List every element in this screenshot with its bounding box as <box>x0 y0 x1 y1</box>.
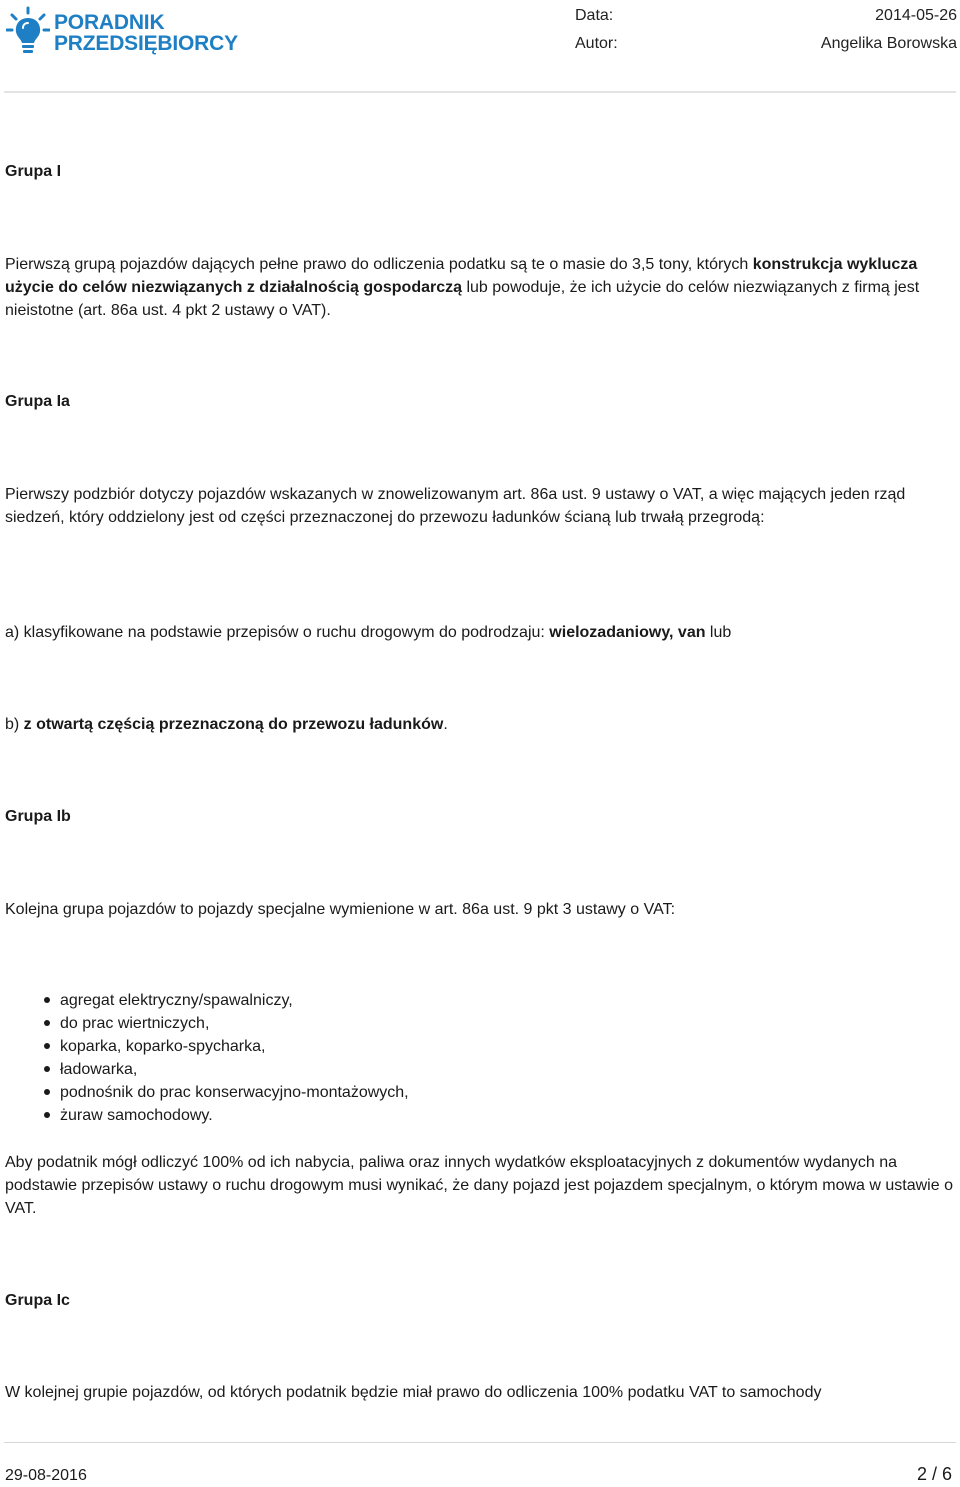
text-run: b) <box>5 716 24 733</box>
page-number: 2 / 6 <box>916 1464 952 1484</box>
text-run: lub <box>705 624 732 641</box>
logo-text <box>54 12 238 54</box>
logo <box>6 6 238 56</box>
list-item: do prac wiertniczych, <box>5 1012 955 1035</box>
author-value: Angelika Borowska <box>820 35 957 52</box>
text-run: . <box>443 716 448 733</box>
footer-date: 29-08-2016 <box>5 1467 87 1484</box>
list-item: koparka, koparko-spycharka, <box>5 1035 955 1058</box>
list-item: podnośnik do prac konserwacyjno-montażowych, <box>5 1081 955 1104</box>
logo-line-2: PRZEDSIĘBIORCY <box>54 32 238 55</box>
date-row <box>575 2 957 30</box>
heading-grupa-ib: Grupa Ib <box>5 808 71 825</box>
author-row <box>575 30 957 58</box>
text-run-bold: z otwartą częścią przeznaczoną do przewozu ładunków <box>23 716 444 733</box>
paragraph-grupa-ia: Pierwszy podzbiór dotyczy pojazdów wskazanych w znowelizowanym art. 86a ust. 9 ustawy o VAT, a więc mających jeden rząd siedzeń, który oddzielony jest od części przeznaczonej do przewozu ładunków ścianą lub trwałą przegrodą: <box>5 486 906 526</box>
author-label: Autor: <box>575 35 618 52</box>
text-run: a) klasyfikowane na podstawie przepisów o ruchu drogowym do podrodzaju: <box>5 624 550 641</box>
text-run-bold: wielozadaniowy, van <box>549 624 706 641</box>
paragraph-grupa-ia-b <box>5 713 955 736</box>
vehicle-list <box>5 989 955 1127</box>
logo-line-1: PORADNIK <box>54 11 165 34</box>
paragraph-grupa-i <box>5 253 955 322</box>
list-item: żuraw samochodowy. <box>5 1104 955 1127</box>
page-header <box>0 0 960 92</box>
text-run: Pierwszą grupą pojazdów dających pełne prawo do odliczenia podatku są te o masie do 3,5 tony, których <box>5 256 753 273</box>
paragraph-grupa-ia-a <box>5 621 955 644</box>
text-run-bold: konstrukcja wyklucza użycie do celów niezwiązanych z działalnością gospodarczą <box>5 256 918 296</box>
date-value: 2014-05-26 <box>875 7 957 24</box>
document-meta <box>575 2 957 58</box>
list-item: ładowarka, <box>5 1058 955 1081</box>
heading-grupa-i: Grupa I <box>5 163 62 180</box>
footer-divider <box>4 1442 956 1443</box>
date-label: Data: <box>575 7 614 24</box>
paragraph-grupa-ic: W kolejnej grupie pojazdów, od których podatnik będzie miał prawo do odliczenia 100% podatku VAT to samochody <box>5 1384 822 1401</box>
heading-grupa-ic: Grupa Ic <box>5 1292 70 1309</box>
list-item: agregat elektryczny/spawalniczy, <box>5 989 955 1012</box>
paragraph-grupa-ib-2: Aby podatnik mógł odliczyć 100% od ich nabycia, paliwa oraz innych wydatków eksploatacyjnych z dokumentów wydanych na podstawie przepisów ustawy o ruchu drogowym musi wynikać, że dany pojazd jest pojazdem specjalnym, o którym mowa w ustawie o VAT. <box>5 1154 953 1217</box>
heading-grupa-ia: Grupa Ia <box>5 393 70 410</box>
paragraph-grupa-ib: Kolejna grupa pojazdów to pojazdy specjalne wymienione w art. 86a ust. 9 pkt 3 ustawy o VAT: <box>5 901 676 918</box>
text-run: lub powoduje, że ich użycie do celów niezwiązanych z firmą jest nieistotne (art. 86a ust. 4 pkt 2 ustawy o VAT). <box>5 279 920 319</box>
header-divider <box>4 91 956 93</box>
lightbulb-icon <box>6 6 50 56</box>
